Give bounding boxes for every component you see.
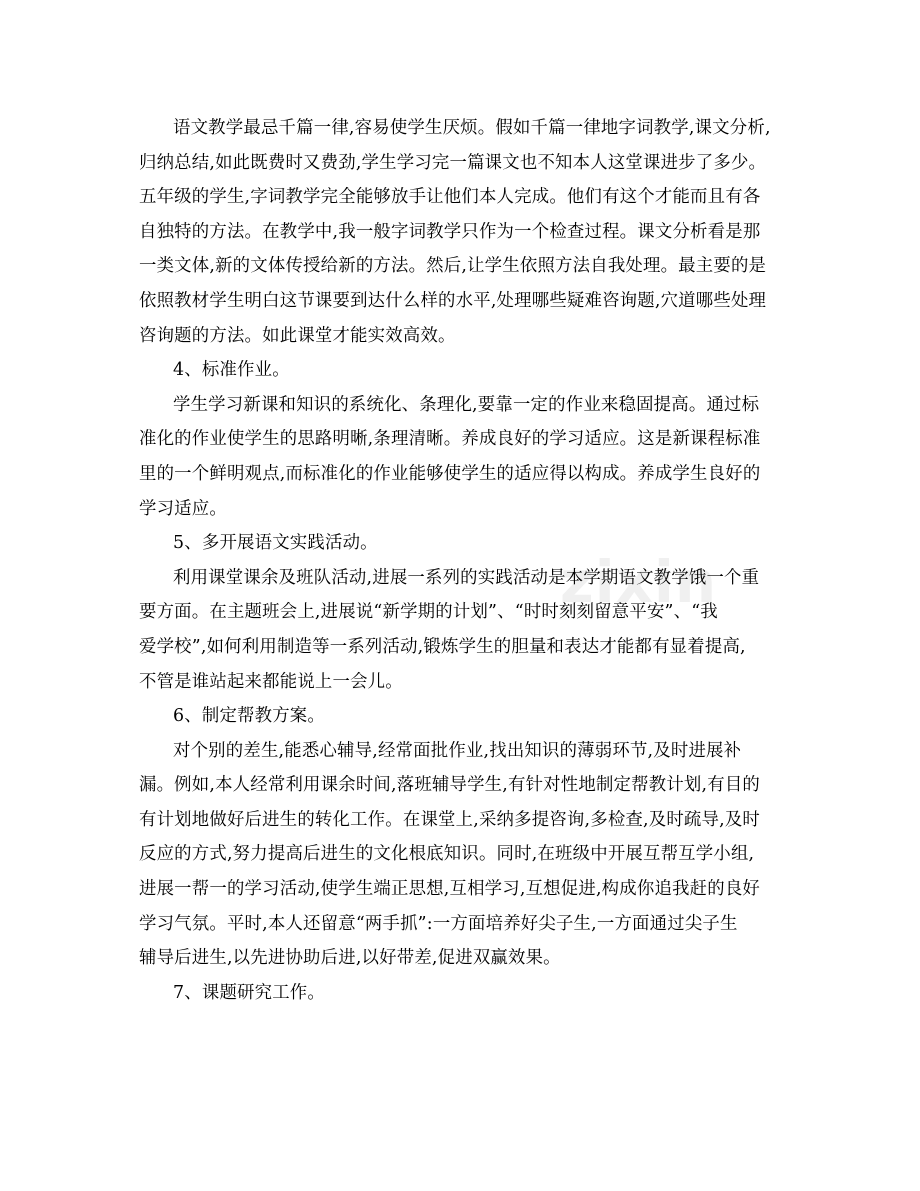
paragraph-3-line: 爱学校”,如何利用制造等一系列活动,锻炼学生的胆量和表达才能都有显着提高, (139, 636, 746, 657)
paragraph-4-line: 辅导后进生,以先进协助后进,以好带差,促进双赢效果。 (139, 948, 561, 969)
paragraph-2-line: 学生学习新课和知识的系统化、条理化,要靠一定的作业来稳固提高。通过标 (173, 394, 760, 415)
paragraph-3-line: 利用课堂课余及班队活动,进展一系列的实践活动是本学期语文教学饿一个重 (173, 567, 760, 588)
paragraph-3-line: 要方面。在主题班会上,进展说“新学期的计划”、“时时刻刻留意平安”、“我 (139, 602, 718, 623)
paragraph-4-line: 有计划地做好后进生的转化工作。在课堂上,采纳多提咨询,多检查,及时疏导,及时 (139, 809, 760, 830)
paragraph-4-line: 反应的方式,努力提高后进生的文化根底知识。同时,在班级中开展互帮互学小组, (139, 844, 755, 865)
paragraph-1-line: 归纳总结,如此既费时又费劲,学生学习完一篇课文也不知本人这堂课进步了多少。 (139, 152, 767, 173)
paragraph-3-line: 不管是谁站起来都能说上一会儿。 (139, 671, 403, 692)
paragraph-1-line: 五年级的学生,字词教学完全能够放手让他们本人完成。他们有这个才能而且有各 (139, 187, 761, 208)
paragraph-4-line: 漏。例如,本人经常利用课余时间,落班辅导学生,有针对性地制定帮教计划,有目的 (139, 775, 760, 796)
paragraph-4-line: 学习气氛。平时,本人还留意“两手抓”:一方面培养好尖子生,一方面通过尖子生 (139, 913, 738, 934)
watermark: zixin (560, 548, 718, 616)
paragraph-4-line: 进展一帮一的学习活动,使学生端正思想,互相学习,互想促进,构成你追我赶的良好 (139, 879, 760, 900)
section-heading-7: 7、课题研究工作。 (173, 982, 325, 1003)
paragraph-1-line: 语文教学最忌千篇一律,容易使学生厌烦。假如千篇一律地字词教学,课文分析, (173, 118, 771, 138)
paragraph-2-line: 里的一个鲜明观点,而标准化的作业能够使学生的适应得以构成。养成学生良好的 (139, 463, 761, 484)
section-heading-5: 5、多开展语文实践活动。 (173, 533, 378, 554)
paragraph-4-line: 对个别的差生,能悉心辅导,经常面批作业,找出知识的薄弱环节,及时进展补 (173, 740, 742, 761)
paragraph-1-line: 自独特的方法。在教学中,我一般字词教学只作为一个检查过程。课文分析看是那 (139, 221, 761, 242)
section-heading-4: 4、标准作业。 (173, 360, 290, 381)
paragraph-2-line: 学习适应。 (139, 498, 227, 519)
paragraph-1-line: 依照教材学生明白这节课要到达什么样的水平,处理哪些疑难咨询题,穴道哪些处理 (139, 290, 767, 311)
section-heading-6: 6、制定帮教方案。 (173, 706, 325, 727)
document-body (139, 111, 789, 1010)
paragraph-1-line: 一类文体,新的文体传授给新的方法。然后,让学生依照方法自我处理。最主要的是 (139, 256, 767, 277)
paragraph-2-line: 准化的作业使学生的思路明晰,条理清晰。养成良好的学习适应。这是新课程标准 (139, 429, 761, 450)
paragraph-1-line: 咨询题的方法。如此课堂才能实效高效。 (139, 325, 456, 346)
